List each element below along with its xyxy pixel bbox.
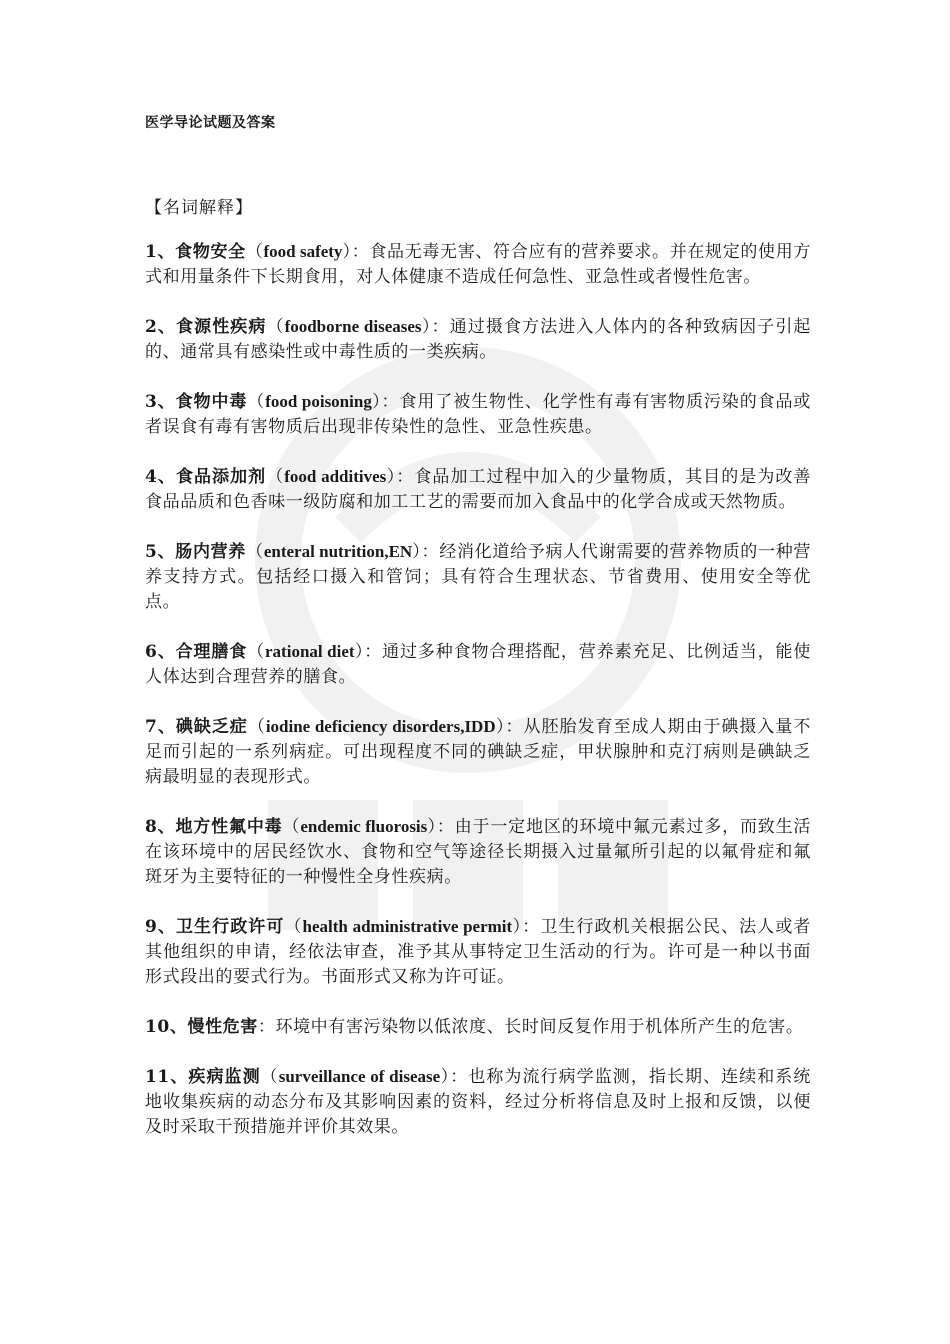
definition-entry	[145, 539, 811, 615]
entry-number: 3、	[145, 392, 176, 412]
entry-definition: 环境中有害污染物以低浓度、长时间反复作用于机体所产生的危害。	[275, 1017, 804, 1037]
paren-close: ）	[354, 642, 365, 662]
definition-list	[145, 222, 811, 1164]
entry-definition: 由于一定地区的环境中氟元素过多，而致生活在该环境中的居民经饮水、食物和空气等途径长期摄入过量氟所引起的以氟骨症和氟斑牙为主要特征的一种慢性全身性疾病。	[145, 817, 812, 887]
entry-definition: 经消化道给予病人代谢需要的营养物质的一种营养支持方式。包括经口摄入和管饲；具有符合生理状态、节省费用、使用安全等优点。	[145, 542, 812, 612]
paren-close: ）	[421, 317, 432, 337]
paren-open: （	[266, 317, 285, 337]
page-title: 医学导论试题及答案	[145, 115, 276, 131]
paren-close: ）	[495, 717, 506, 737]
colon: ：	[364, 642, 383, 662]
entry-term: 地方性氟中毒	[175, 817, 283, 837]
definition-entry	[145, 714, 811, 790]
entry-term: 肠内营养	[175, 542, 247, 562]
entry-definition: 通过多种食物合理搭配，营养素充足、比例适当，能使人体达到合理营养的膳食。	[145, 642, 811, 687]
entry-english-term: enteral nutrition,EN	[263, 542, 413, 561]
entry-number: 8、	[145, 817, 176, 837]
entry-term: 食品添加剂	[175, 467, 267, 487]
entry-english-term: rational diet	[265, 642, 355, 661]
paren-close: ）	[386, 467, 397, 487]
colon: ：	[505, 717, 524, 737]
entry-definition: 通过摄食方法进入人体内的各种致病因子引起的、通常具有感染性或中毒性质的一类疾病。	[145, 317, 812, 362]
entry-english-term: iodine deficiency disorders,IDD	[265, 717, 496, 736]
entry-definition: 食品加工过程中加入的少量物质，其目的是为改善食品品质和色香味一级防腐和加工工艺的需要而加入食品中的化学合成或天然物质。	[145, 467, 812, 512]
definition-entry	[145, 814, 811, 890]
entry-definition: 卫生行政机关根据公民、法人或者其他组织的申请，经依法审查，准予其从事特定卫生活动的行为。许可是一种以书面形式段出的要式行为。书面形式又称为许可证。	[145, 917, 811, 987]
entry-number: 2、	[145, 317, 177, 337]
entry-number: 7、	[145, 717, 176, 737]
entry-number: 1、	[145, 242, 176, 262]
paren-close: ）	[440, 1067, 451, 1087]
colon: ：	[450, 1067, 469, 1087]
definition-entry	[145, 389, 811, 440]
paren-open: （	[245, 242, 264, 262]
definition-entry	[145, 639, 811, 690]
colon: ：	[396, 467, 415, 487]
entry-number: 10、	[145, 1017, 188, 1037]
entry-english-term: foodborne diseases	[284, 317, 422, 336]
entry-definition: 食品无毒无害、符合应有的营养要求。并在规定的使用方式和用量条件下长期食用，对人体健康不造成任何急性、亚急性或者慢性危害。	[145, 242, 811, 287]
colon: ：	[257, 1017, 276, 1037]
section-heading: 【名词解释】	[145, 198, 253, 218]
definition-entry	[145, 1064, 811, 1140]
entry-english-term: health administrative permit	[302, 917, 513, 936]
paren-close: ）	[412, 542, 422, 562]
paren-close: ）	[427, 817, 437, 837]
colon: ：	[381, 392, 400, 412]
paren-close: ）	[371, 392, 382, 412]
definition-entry	[145, 239, 811, 290]
paren-open: （	[247, 392, 266, 412]
paren-close: ）	[512, 917, 523, 937]
paren-open: （	[282, 817, 301, 837]
entry-number: 9、	[145, 917, 176, 937]
entry-definition: 从胚胎发育至成人期由于碘摄入量不足而引起的一系列病症。可出现程度不同的碘缺乏症，甲状腺肿和克汀病则是碘缺乏病最明显的表现形式。	[145, 717, 812, 787]
entry-english-term: food poisoning	[265, 392, 372, 411]
entry-term: 食源性疾病	[176, 317, 267, 337]
entry-number: 4、	[145, 467, 176, 487]
colon: ：	[421, 542, 440, 562]
entry-english-term: endemic fluorosis	[300, 817, 428, 836]
entry-english-term: surveillance of disease	[278, 1067, 441, 1086]
entry-term: 疾病监测	[188, 1067, 261, 1087]
entry-term: 食物安全	[175, 242, 246, 262]
entry-definition: 也称为流行病学监测，指长期、连续和系统地收集疾病的动态分布及其影响因素的资料，经过分析将信息及时上报和反馈，以便及时采取干预措施并评价其效果。	[145, 1067, 811, 1137]
entry-english-term: food additives	[284, 467, 387, 486]
paren-open: （	[247, 717, 266, 737]
colon: ：	[351, 242, 370, 262]
entry-term: 卫生行政许可	[175, 917, 285, 937]
colon: ：	[436, 817, 455, 837]
entry-definition: 食用了被生物性、化学性有毒有害物质污染的食品或者误食有毒有害物质后出现非传染性的急性、亚急性疾患。	[145, 392, 812, 437]
entry-number: 11、	[145, 1067, 189, 1087]
paren-open: （	[246, 542, 264, 562]
definition-entry	[145, 464, 811, 515]
entry-term: 食物中毒	[175, 392, 248, 412]
paren-open: （	[260, 1067, 279, 1087]
entry-term: 合理膳食	[175, 642, 248, 662]
paren-open: （	[284, 917, 303, 937]
colon: ：	[522, 917, 541, 937]
paren-open: （	[247, 642, 266, 662]
definition-entry	[145, 1014, 811, 1040]
colon: ：	[431, 317, 450, 337]
entry-number: 6、	[145, 642, 176, 662]
definition-entry	[145, 914, 811, 990]
paren-open: （	[266, 467, 285, 487]
entry-number: 5、	[145, 542, 176, 562]
paren-close: ）	[342, 242, 352, 262]
entry-term: 碘缺乏症	[175, 717, 248, 737]
entry-english-term: food safety	[263, 242, 343, 261]
entry-term: 慢性危害	[187, 1017, 258, 1037]
definition-entry	[145, 314, 811, 365]
